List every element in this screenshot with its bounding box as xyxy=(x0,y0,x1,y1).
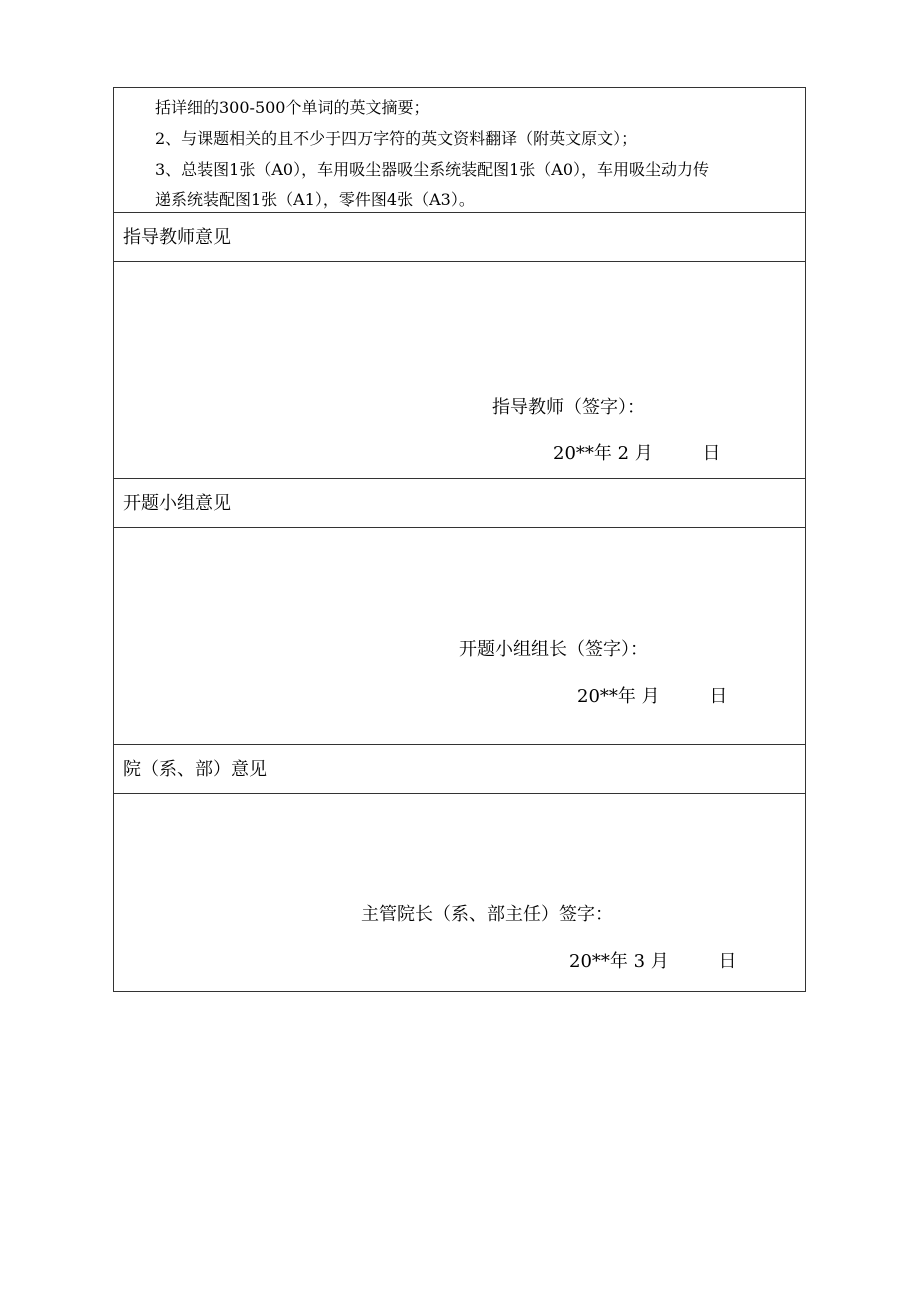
requirement-line-4: 递系统装配图1张（A1），零件图4张（A3）。 xyxy=(155,190,475,209)
department-date-day: 日 xyxy=(718,951,737,972)
proposal-group-opinion-header xyxy=(114,479,805,528)
proposal-group-date-year-month: 20**年 月 xyxy=(577,686,660,707)
requirement-line-1: 括详细的300-500个单词的英文摘要； xyxy=(155,98,430,117)
department-opinion-title: 院（系、部）意见 xyxy=(123,759,267,780)
proposal-group-date xyxy=(577,685,727,709)
opinion-form-table xyxy=(113,87,806,992)
advisor-date-year-month: 20**年 2 月 xyxy=(553,443,653,464)
proposal-group-opinion-title: 开题小组意见 xyxy=(123,493,231,514)
advisor-opinion-body xyxy=(114,262,805,479)
department-opinion-header xyxy=(114,745,805,794)
advisor-signature-label: 指导教师（签字）： xyxy=(492,397,645,418)
requirement-line-2: 2、与课题相关的且不少于四万字符的英文资料翻译（附英文原文）； xyxy=(155,129,638,148)
advisor-date-day: 日 xyxy=(702,443,721,464)
proposal-group-opinion-body xyxy=(114,528,805,745)
requirement-line-3: 3、总装图1张（A0），车用吸尘器吸尘系统装配图1张（A0），车用吸尘动力传 xyxy=(155,160,710,179)
advisor-opinion-header xyxy=(114,213,805,262)
proposal-group-signature-label: 开题小组组长（签字）： xyxy=(459,639,648,660)
requirements-cell xyxy=(114,88,805,213)
advisor-date xyxy=(553,442,721,466)
advisor-opinion-title: 指导教师意见 xyxy=(123,227,231,248)
department-date xyxy=(569,950,737,974)
department-signature-label: 主管院长（系、部主任）签字： xyxy=(361,904,613,925)
proposal-group-date-day: 日 xyxy=(709,686,728,707)
department-date-year-month: 20**年 3 月 xyxy=(569,951,669,972)
department-opinion-body xyxy=(114,794,805,991)
